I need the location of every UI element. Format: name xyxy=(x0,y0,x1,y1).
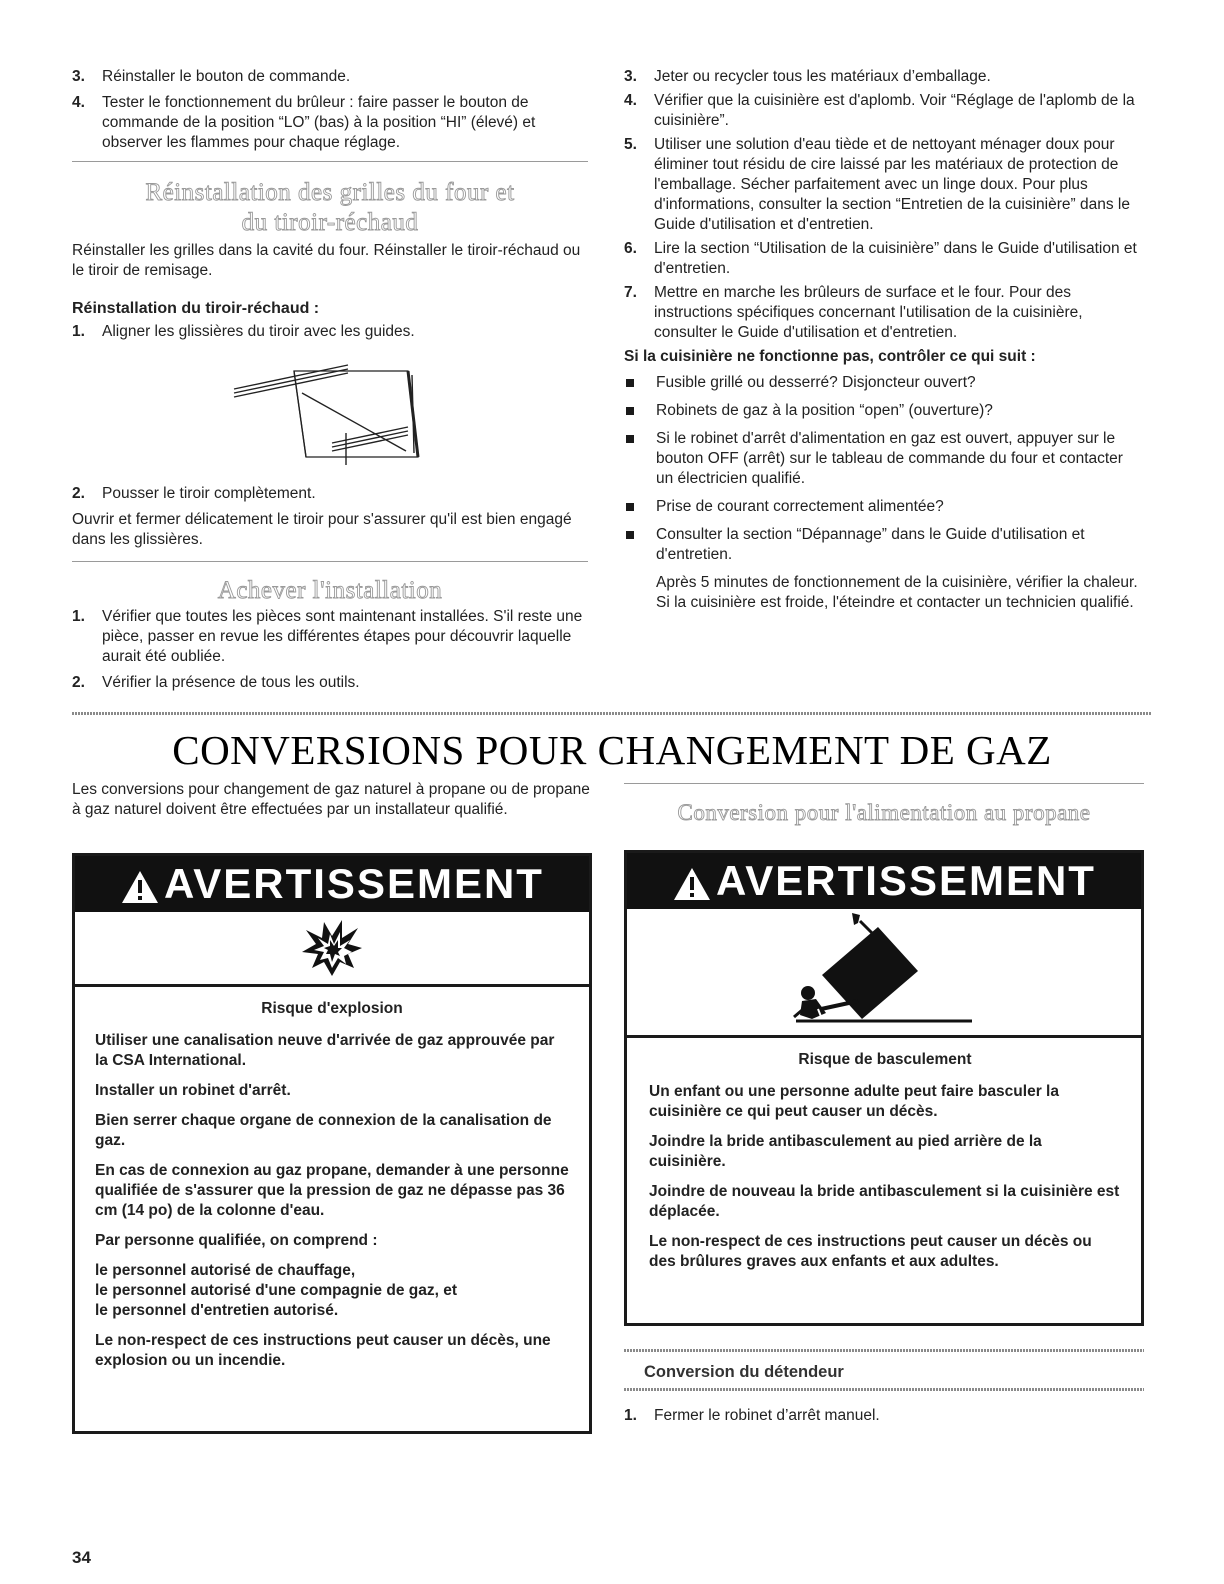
conversions-intro: Les conversions pour changement de gaz naturel à propane ou de propane à gaz naturel doivent être effectuées par un installateur qualifié. xyxy=(72,781,590,818)
warning-box-tip-over xyxy=(624,850,1144,1326)
list-item: 3. Jeter ou recycler tous les matériaux d’emballage. xyxy=(624,68,991,85)
page-number: 34 xyxy=(72,1548,91,1567)
list-item: Robinets de gaz à la position “open” (ouverture)? xyxy=(624,401,1144,421)
tiroir-note: Ouvrir et fermer délicatement le tiroir pour s'assurer qu'il est bien engagé dans les glissières. xyxy=(72,511,572,548)
propane-heading: Conversion pour l'alimentation au propane xyxy=(677,800,1091,825)
tiroir-step-1: 1. Aligner les glissières du tiroir avec les guides. xyxy=(72,323,415,340)
detendeur-step-1: 1. Fermer le robinet d’arrêt manuel. xyxy=(624,1407,880,1424)
grilles-heading: Réinstallation des grilles du four et du tiroir-réchaud xyxy=(145,179,515,236)
right-column xyxy=(624,67,1144,613)
list-item: Consulter la section “Dépannage” dans le Guide d'utilisation et d'entretien. xyxy=(624,525,1144,565)
list-item: 1. Vérifier que toutes les pièces sont maintenant installées. S'il reste une pièce, passer en revue les différentes étapes pour découvrir laquelle aurait été oubliée. xyxy=(72,608,583,665)
tiroir-step-2: 2. Pousser le tiroir complètement. xyxy=(72,485,316,502)
achever-heading: Achever l'installation xyxy=(217,577,443,604)
explosion-icon xyxy=(300,918,364,978)
warning-text: Risque d'explosion Utiliser une canalisation neuve d'arrivée de gaz approuvée par la CSA International. Installer un robinet d'arrêt. Bien serrer chaque organe de connexion de la canalisation de gaz. En cas de connexion au gaz propane, demander à une personne qualifiée de s'assurer que la pression de gaz ne dépasse pas 36 cm (14 po) de la colonne d'eau. Par personne qualifiée, on comprend : le personnel autorisé de chauffage, le personnel autorisé d'une compagnie de gaz, et le personnel d'entretien autorisé. Le non-respect de ces instructions peut causer un décès, une explosion ou un incendie. xyxy=(95,1000,569,1369)
list-item: 3. Réinstaller le bouton de commande. xyxy=(72,68,351,85)
section-divider xyxy=(72,712,1152,715)
drawer-slide-illustration xyxy=(228,353,424,471)
warning-banner: AVERTISSEMENT xyxy=(75,856,589,912)
warning-text: Risque de basculement Un enfant ou une personne adulte peut faire basculer la cuisinière ce qui peut causer un décès. Joindre la bride antibasculement au pied arrière de la cuisinière. Joindre de nouveau la bride antibasculement si la cuisinière est déplacée. Le non-respect de ces instructions peut causer un décès ou des brûlures graves aux enfants et aux adultes. xyxy=(649,1051,1120,1270)
divider xyxy=(624,783,1144,784)
list-item: Prise de courant correctement alimentée? xyxy=(624,497,1144,517)
list-item: 6. Lire la section “Utilisation de la cuisinière” dans le Guide d'utilisation et d'entretien. xyxy=(624,240,1137,277)
after-note: Après 5 minutes de fonctionnement de la cuisinière, vérifier la chaleur. Si la cuisinière est froide, l'éteindre et contacter un technicien qualifié. xyxy=(656,574,1138,611)
warning-triangle-icon xyxy=(120,869,160,905)
check-heading: Si la cuisinière ne fonctionne pas, contrôler ce qui suit : xyxy=(624,348,1036,365)
right-top-steps xyxy=(624,67,1144,343)
risk-title: Risque d'explosion xyxy=(261,1000,403,1017)
list-item: 5. Utiliser une solution d'eau tiède et de nettoyant ménager doux pour éliminer tout résidu de cire laissé par les matériaux de protection de l'emballage. Sécher parfaitement avec un linge doux. Pour plus d'informations, consulter la section “Entretien de la cuisinière” dans le Guide d'utilisation et d'entretien. xyxy=(624,136,1130,233)
list-item: 4. Vérifier que la cuisinière est d'aplomb. Voir “Réglage de l'aplomb de la cuisinière”. xyxy=(624,92,1135,129)
divider xyxy=(72,161,588,162)
detendeur-heading: Conversion du détendeur xyxy=(644,1363,844,1381)
list-item: Fusible grillé ou desserré? Disjoncteur ouvert? xyxy=(624,373,1144,393)
explosion-picture xyxy=(75,912,589,987)
page-title: CONVERSIONS POUR CHANGEMENT DE GAZ xyxy=(172,727,1052,773)
personnel-list: le personnel autorisé de chauffage, le personnel autorisé d'une compagnie de gaz, et le personnel d'entretien autorisé. xyxy=(95,1262,457,1319)
warning-triangle-icon xyxy=(672,866,712,902)
section-divider xyxy=(624,1349,1144,1352)
warning-box-explosion xyxy=(72,853,592,1434)
list-item: 4. Tester le fonctionnement du brûleur : faire passer le bouton de commande de la position “LO” (bas) à la position “HI” (élevé) et observer les flammes pour chaque réglage. xyxy=(72,94,536,151)
tip-over-picture xyxy=(627,909,1141,1038)
divider xyxy=(72,561,588,562)
risk-title: Risque de basculement xyxy=(798,1051,972,1068)
list-item: Si le robinet d'arrêt d'alimentation en gaz est ouvert, appuyer sur le bouton OFF (arrêt) sur le tableau de commande du four et contacter un électricien qualifié. xyxy=(624,429,1144,489)
grilles-intro: Réinstaller les grilles dans la cavité du four. Réinstaller le tiroir-réchaud ou le tiroir de remisage. xyxy=(72,242,581,279)
left-top-steps xyxy=(72,67,588,153)
list-item: 7. Mettre en marche les brûleurs de surface et le four. Pour des instructions spécifiques concernant l'utilisation de la cuisinière, consulter le Guide d'utilisation et d'entretien. xyxy=(624,284,1083,341)
check-bullets xyxy=(624,373,1144,565)
tip-over-icon xyxy=(782,913,982,1031)
tiroir-subheading: Réinstallation du tiroir-réchaud : xyxy=(72,300,320,317)
left-column xyxy=(72,67,588,159)
list-item: 2. Vérifier la présence de tous les outils. xyxy=(72,674,360,691)
achever-steps xyxy=(72,607,588,699)
section-divider xyxy=(624,1388,1144,1391)
warning-banner: AVERTISSEMENT xyxy=(627,853,1141,909)
